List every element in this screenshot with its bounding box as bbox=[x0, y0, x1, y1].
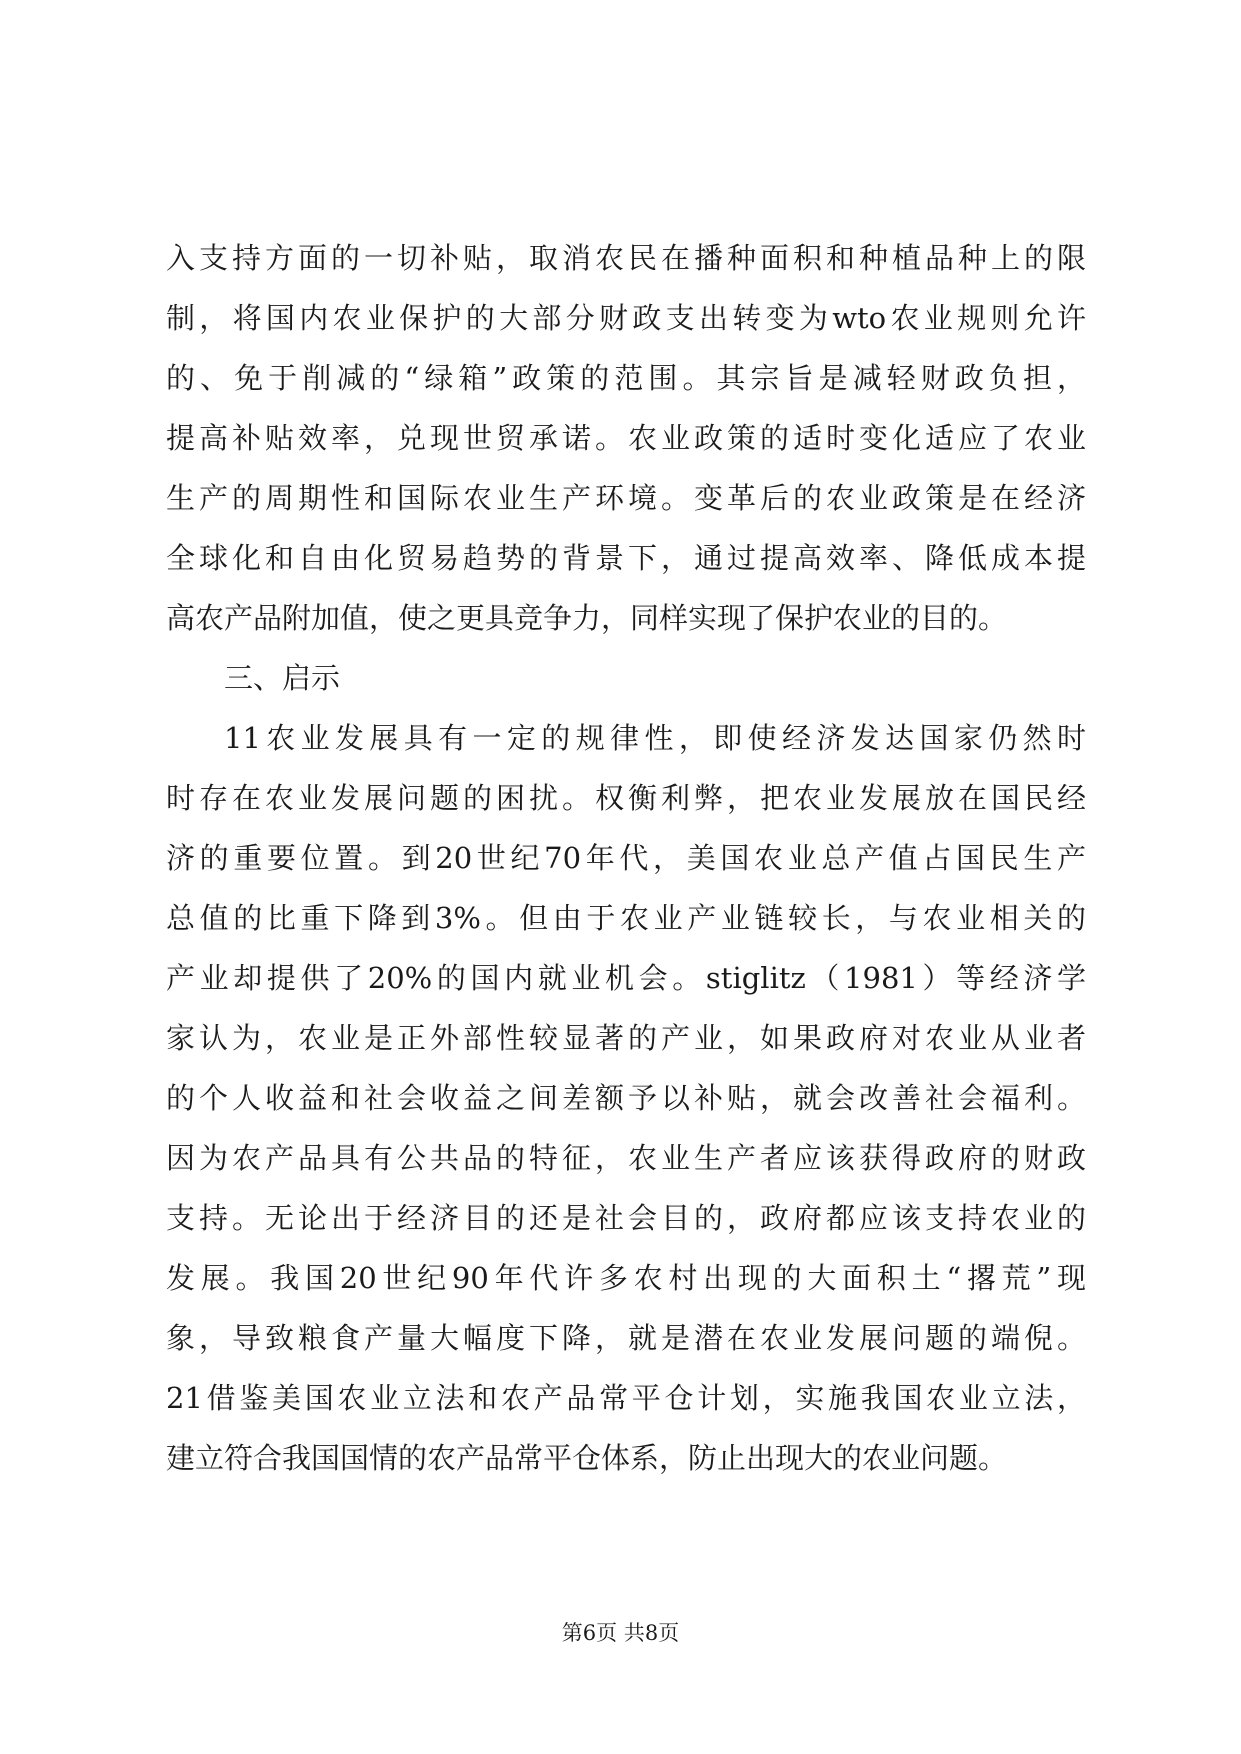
body-line: 的、免于削减的“绿箱”政策的范围。其宗旨是减轻财政负担， bbox=[166, 361, 1086, 395]
body-line: 11农业发展具有一定的规律性，即使经济发达国家仍然时 bbox=[224, 721, 1086, 755]
body-line: 全球化和自由化贸易趋势的背景下，通过提高效率、降低成本提 bbox=[166, 541, 1086, 575]
body-line: 高农产品附加值，使之更具竞争力，同样实现了保护农业的目的。 bbox=[166, 601, 1008, 635]
body-line: 发展。我国20世纪90年代许多农村出现的大面积土“撂荒”现 bbox=[166, 1261, 1086, 1295]
body-line: 总值的比重下降到3%。但由于农业产业链较长，与农业相关的 bbox=[166, 901, 1086, 935]
body-line: 提高补贴效率，兑现世贸承诺。农业政策的适时变化适应了农业 bbox=[166, 421, 1086, 455]
body-line: 因为农产品具有公共品的特征，农业生产者应该获得政府的财政 bbox=[166, 1141, 1086, 1175]
body-line: 建立符合我国国情的农产品常平仓体系，防止出现大的农业问题。 bbox=[166, 1441, 1008, 1475]
body-line: 时存在农业发展问题的困扰。权衡利弊，把农业发展放在国民经 bbox=[166, 781, 1086, 815]
body-line: 制，将国内农业保护的大部分财政支出转变为wto农业规则允许 bbox=[166, 301, 1086, 335]
body-line: 的个人收益和社会收益之间差额予以补贴，就会改善社会福利。 bbox=[166, 1081, 1086, 1115]
body-line: 象，导致粮食产量大幅度下降，就是潜在农业发展问题的端倪。 bbox=[166, 1321, 1086, 1355]
body-line: 产业却提供了20%的国内就业机会。stiglitz（1981）等经济学 bbox=[166, 961, 1086, 995]
section-heading: 三、启示 bbox=[224, 661, 341, 695]
body-line: 入支持方面的一切补贴，取消农民在播种面积和种植品种上的限 bbox=[166, 241, 1086, 275]
body-line: 21借鉴美国农业立法和农产品常平仓计划，实施我国农业立法， bbox=[166, 1381, 1086, 1415]
body-line: 济的重要位置。到20世纪70年代，美国农业总产值占国民生产 bbox=[166, 841, 1086, 875]
body-line: 支持。无论出于经济目的还是社会目的，政府都应该支持农业的 bbox=[166, 1201, 1086, 1235]
body-line: 生产的周期性和国际农业生产环境。变革后的农业政策是在经济 bbox=[166, 481, 1086, 515]
body-line: 家认为，农业是正外部性较显著的产业，如果政府对农业从业者 bbox=[166, 1021, 1086, 1055]
page-number-footer: 第6页 共8页 bbox=[561, 1621, 680, 1645]
